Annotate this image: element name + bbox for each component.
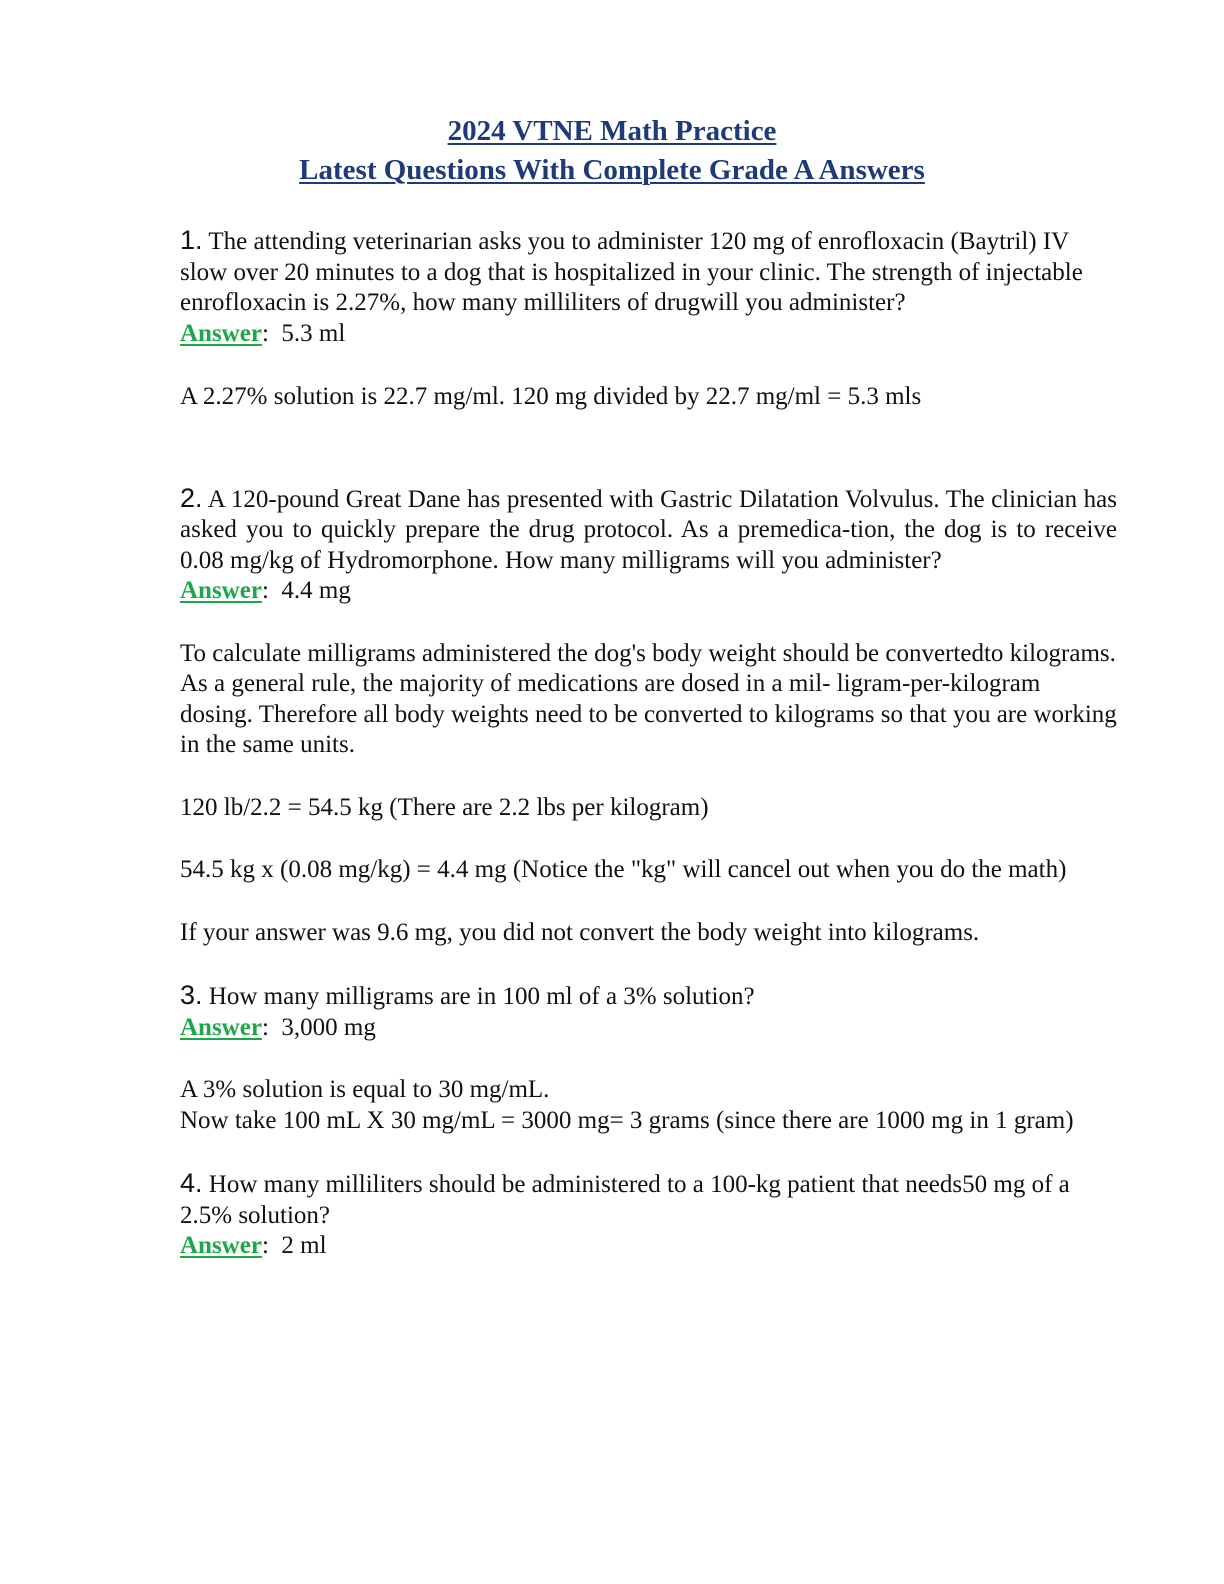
explanation-3-1: A 3% solution is equal to 30 mg/mL.: [180, 1076, 550, 1103]
question-number: 3: [180, 980, 196, 1010]
answer-value: 2 ml: [281, 1232, 327, 1259]
answer-value: 4.4 mg: [281, 577, 351, 604]
document-title-line1: 2024 VTNE Math Practice: [447, 115, 777, 147]
explanation-2-1: To calculate milligrams administered the dog's body weight should be convertedto kilograms. As a general rule, the majority of medications are dosed in a mil- ligram-per-kilogram dosing. Therefore all body weights need to be converted to kilograms so that you are working in the same units.: [180, 639, 1117, 758]
document-title-line2: Latest Questions With Complete Grade A Answers: [299, 154, 925, 186]
answer-label: Answer: [180, 1013, 262, 1041]
spacer: [180, 1136, 1117, 1168]
question-text: How many milligrams are in 100 ml of a 3% solution?: [208, 983, 755, 1010]
spacer: [180, 413, 1117, 483]
question-text: A 120-pound Great Dane has presented with Gastric Dilatation Volvulus. The clinician has asked you to quickly prepare the drug protocol. As a premedica-tion, the dog is to receive 0.08 mg/kg of Hydromorphone. How many milligrams will you administer?: [180, 485, 1118, 574]
question-number-dot: .: [195, 980, 203, 1010]
spacer: [180, 948, 1117, 980]
question-number: 2: [180, 482, 196, 513]
answer-label: Answer: [180, 577, 262, 604]
explanation-3-2: Now take 100 mL X 30 mg/mL = 3000 mg= 3 grams (since there are 1000 mg in 1 gram): [180, 1106, 1074, 1134]
explanation-1-1: A 2.27% solution is 22.7 mg/ml. 120 mg divided by 22.7 mg/ml = 5.3 mls: [180, 383, 922, 410]
question-number-dot: .: [195, 225, 203, 255]
answer-4: Answer: 2 ml: [180, 1232, 327, 1259]
question-1: [180, 225, 1117, 319]
answer-3: Answer: 3,000 mg: [180, 1013, 376, 1041]
question-text: The attending veterinarian asks you to administer 120 mg of enrofloxacin (Baytril) IV slow over 20 minutes to a dog that is hospitalized in your clinic. The strength of injectable enrofloxacin is 2.27%, how many milliliters of drugwill you administer?: [180, 228, 1083, 316]
question-number: 1: [180, 225, 196, 255]
question-number: 4: [180, 1168, 196, 1198]
question-number-dot: .: [195, 482, 203, 513]
spacer: [180, 823, 1117, 855]
spacer: [180, 349, 1117, 382]
question-3: [180, 980, 1117, 1013]
spacer: [180, 1043, 1117, 1075]
question-number-dot: .: [195, 1168, 203, 1198]
answer-label: Answer: [180, 1232, 262, 1259]
spacer: [180, 607, 1117, 639]
explanation-2-3: 54.5 kg x (0.08 mg/kg) = 4.4 mg (Notice the "kg" will cancel out when you do the math): [180, 856, 1067, 883]
question-text: How many milliliters should be administered to a 100-kg patient that needs50 mg of a 2.5% solution?: [180, 1171, 1070, 1229]
answer-value: 5.3 ml: [281, 319, 346, 347]
explanation-2-2: 120 lb/2.2 = 54.5 kg (There are 2.2 lbs per kilogram): [180, 793, 709, 821]
explanation-2-4: If your answer was 9.6 mg, you did not convert the body weight into kilograms.: [180, 918, 980, 946]
question-4: [180, 1168, 1117, 1231]
answer-2: Answer: 4.4 mg: [180, 577, 351, 604]
spacer: [180, 886, 1117, 918]
answer-1: Answer: 5.3 ml: [180, 319, 346, 347]
spacer: [180, 761, 1117, 793]
title-block: [0, 112, 1224, 190]
answer-value: 3,000 mg: [281, 1013, 376, 1041]
question-2: [180, 483, 1117, 577]
document-content: [180, 225, 1117, 1262]
answer-label: Answer: [180, 319, 262, 347]
